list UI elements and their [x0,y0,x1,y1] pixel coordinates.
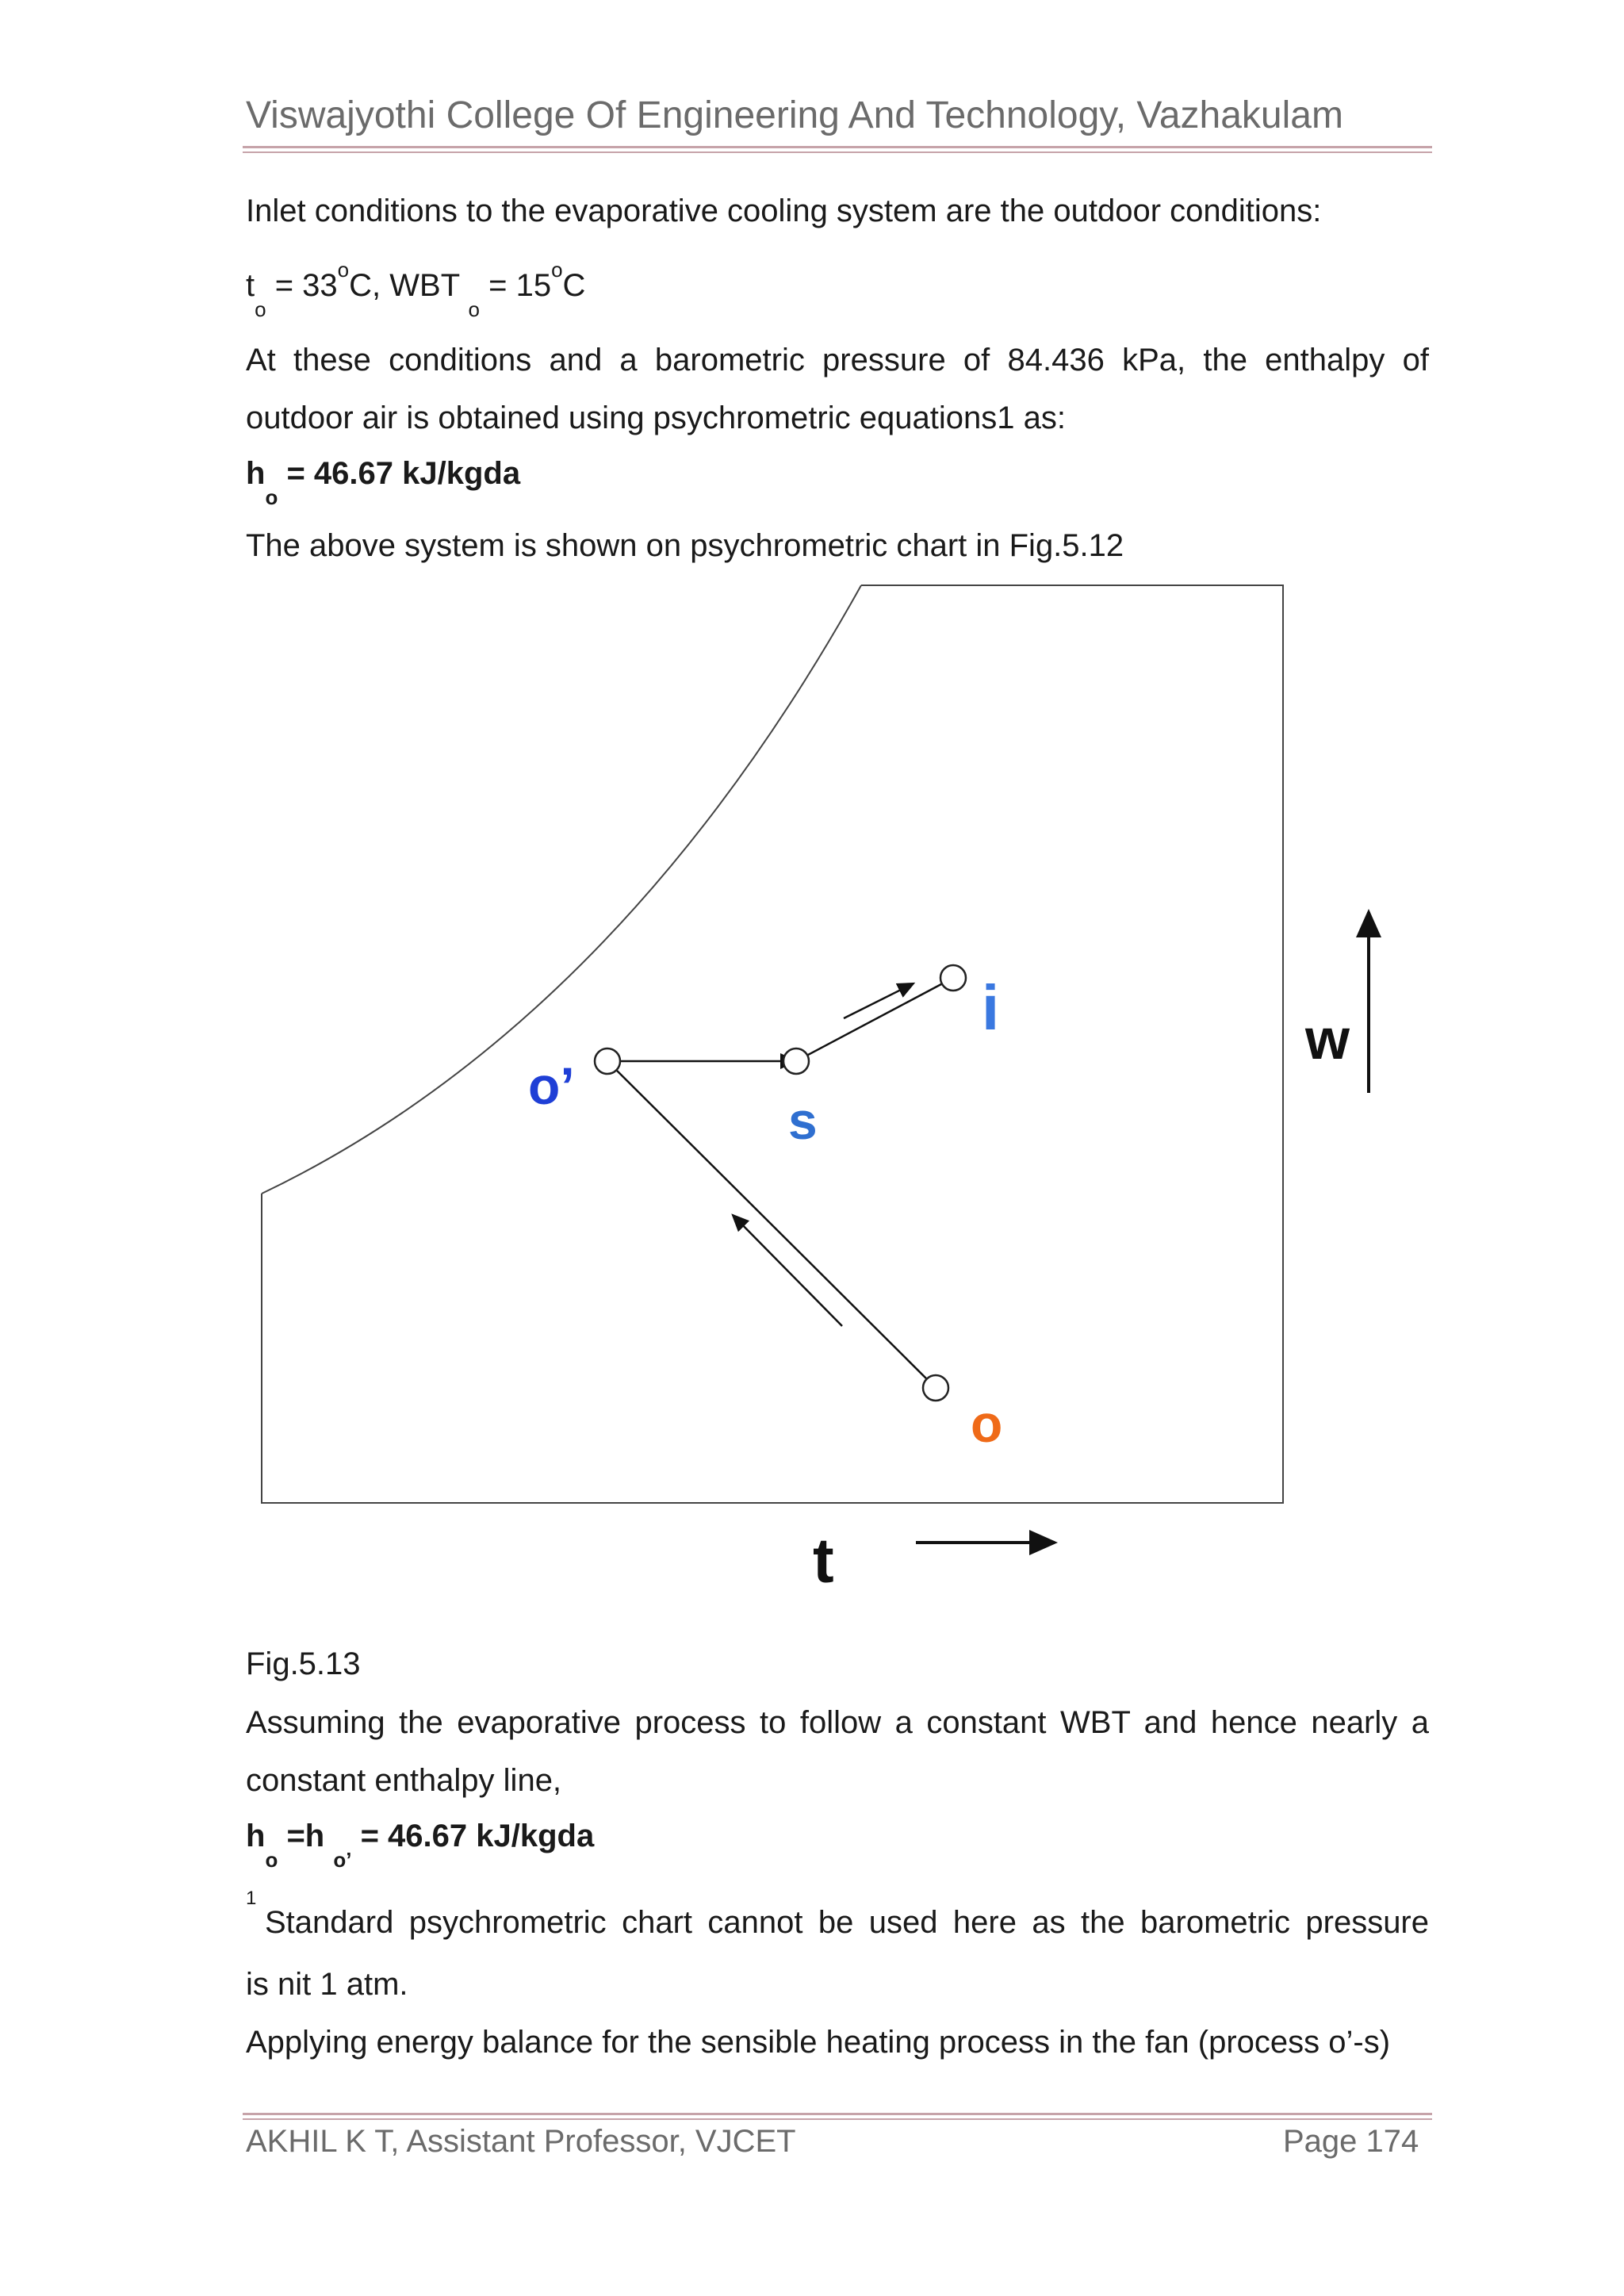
page-header-title: Viswajyothi College Of Engineering And Technology, Vazhakulam [246,94,1343,136]
hoo-rest: = 46.67 kJ/kgda [351,1819,595,1853]
label-i: i [982,972,1000,1043]
cond-c2: C [562,268,586,303]
chart-boundary [262,585,1283,1503]
enthalpy-equality-line [246,1819,595,1872]
paragraph-barometric-2: outdoor air is obtained using psychrometric equations1 as: [246,401,1066,435]
cond-degree-2: o [551,258,563,282]
hoo-h1: h [246,1819,266,1853]
state-point-o-prime [595,1048,620,1074]
arrow-s-to-i [844,983,914,1018]
cond-degree: o [337,258,350,282]
arrow-o-to-o-prime [733,1215,842,1326]
footnote-line-1: Standard psychrometric chart cannot be used here as the barometric pressure [265,1905,1429,1940]
state-point-s [783,1048,809,1074]
hoo-sub1: o [265,1848,278,1872]
process-line-s-i [796,978,953,1061]
label-o-prime: o’ [528,1056,575,1115]
cond-eq1: = 33 [266,268,338,303]
ho-rest: = 46.67 kJ/kgda [278,456,521,491]
cond-eq2: = 15 [479,268,552,303]
footnote-mark: 1 [246,1888,257,1909]
paragraph-assumption-1: Assuming the evaporative process to follow a constant WBT and hence nearly a [246,1705,1429,1740]
cond-c1: C, WBT [349,268,469,303]
footer-page-number: Page 174 [1283,2124,1419,2159]
paragraph-inlet-conditions: Inlet conditions to the evaporative cooling system are the outdoor conditions: [246,194,1322,228]
paragraph-energy-balance: Applying energy balance for the sensible heating process in the fan (process o’-s) [246,2025,1391,2060]
footer-rule-2 [243,2118,1432,2120]
state-point-o [923,1375,948,1401]
footer-rule [243,2113,1432,2115]
footnote-line-2: is nit 1 atm. [246,1967,408,2002]
figure-caption: Fig.5.13 [246,1646,361,1681]
hoo-sub2: o’ [333,1848,352,1872]
ho-sub: o [265,485,278,509]
paragraph-barometric-1: At these conditions and a barometric pressure of 84.436 kPa, the enthalpy of [246,343,1429,378]
ho-h: h [246,456,266,491]
cond-sub-o2: o [468,297,480,321]
process-line-o-o-prime [607,1061,936,1388]
footer-author: AKHIL K T, Assistant Professor, VJCET [246,2124,796,2159]
label-o: o [971,1394,1003,1453]
label-w: w [1305,1008,1350,1071]
paragraph-assumption-2: constant enthalpy line, [246,1763,562,1798]
state-point-i [940,965,966,991]
paragraph-chart-reference: The above system is shown on psychrometric chart in Fig.5.12 [246,528,1124,563]
cond-t: t [246,268,255,303]
label-s: s [788,1091,818,1150]
hoo-mid: =h [278,1819,334,1853]
cond-sub-o: o [255,297,266,321]
label-t: t [813,1525,834,1596]
